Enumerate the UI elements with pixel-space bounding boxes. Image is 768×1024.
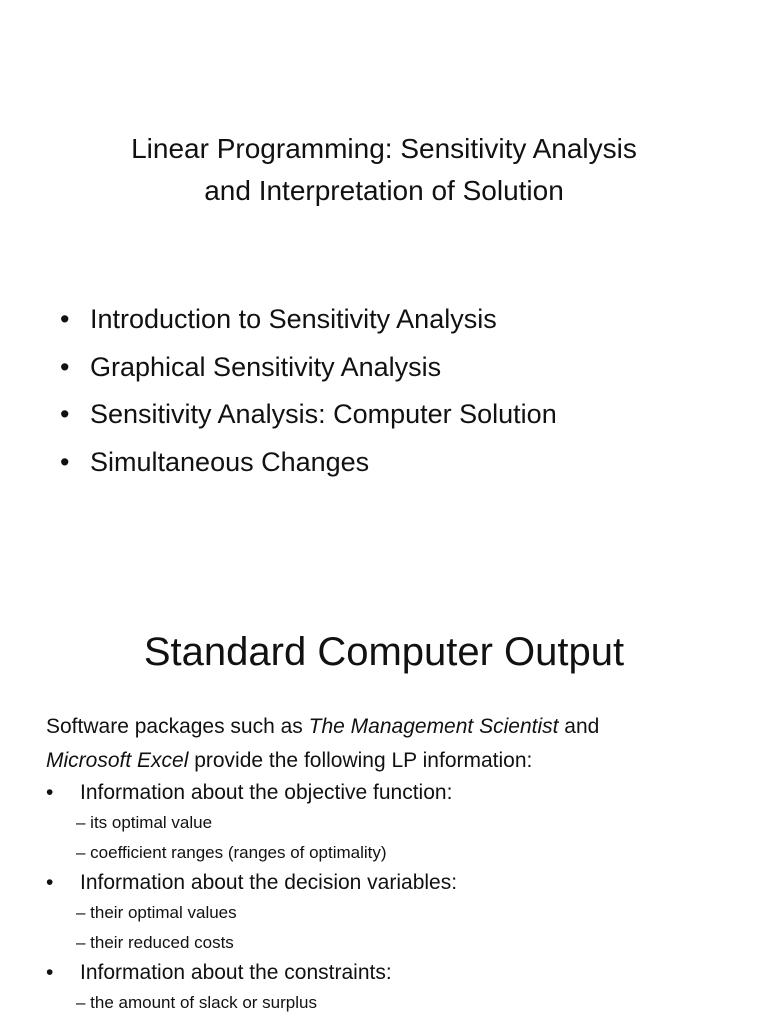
bullet-text: Simultaneous Changes	[90, 446, 370, 477]
bullet-text: Introduction to Sensitivity Analysis	[90, 304, 497, 334]
bullet-text: Sensitivity Analysis: Computer Solution	[90, 399, 557, 429]
info-group-label: Information about the decision variables:	[80, 871, 458, 894]
bullet-text: Graphical Sensitivity Analysis	[90, 351, 442, 382]
sub-item: – their reduced costs	[76, 933, 234, 952]
bullet-item	[56, 439, 557, 487]
slide-1-title-line-1: Linear Programming: Sensitivity Analysis	[131, 133, 637, 164]
intro-text-1: Software packages such as	[46, 715, 309, 738]
info-group-label: Information about the objective function:	[80, 781, 453, 804]
intro-paragraph	[46, 710, 746, 778]
slide-1-title-line-2: and Interpretation of Solution	[204, 175, 564, 206]
intro-text-3: provide the following LP information:	[188, 749, 533, 772]
slide-2-body	[46, 710, 746, 1018]
slide-2-title: Standard Computer Output	[143, 630, 625, 674]
bullet-dot-icon: •	[60, 351, 70, 382]
sub-item: – their optimal values	[76, 903, 237, 922]
bullet-item	[56, 296, 557, 344]
intro-software-2: Microsoft Excel	[46, 749, 189, 772]
bullet-dot-icon: •	[46, 961, 54, 984]
sub-item: – coefficient ranges (ranges of optimality)	[76, 843, 387, 862]
intro-text-2: and	[558, 715, 600, 738]
slide-1-title	[0, 128, 768, 212]
bullet-dot-icon: •	[60, 399, 70, 429]
bullet-item	[56, 391, 557, 439]
bullet-dot-icon: •	[60, 304, 70, 334]
info-group-objective	[46, 778, 746, 808]
sub-item: – its optimal value	[76, 813, 213, 832]
sub-item: – the amount of slack or surplus	[76, 993, 317, 1012]
slide-2	[0, 560, 768, 1024]
bullet-dot-icon: •	[60, 446, 70, 477]
info-group-label: Information about the constraints:	[80, 961, 392, 984]
bullet-item	[56, 344, 557, 392]
slide-1-bullet-list	[56, 296, 557, 486]
intro-software-1: The Management Scientist	[308, 715, 559, 738]
info-group-variables	[46, 868, 746, 898]
bullet-dot-icon: •	[46, 781, 54, 804]
info-group-constraints	[46, 958, 746, 988]
bullet-dot-icon: •	[46, 871, 54, 894]
